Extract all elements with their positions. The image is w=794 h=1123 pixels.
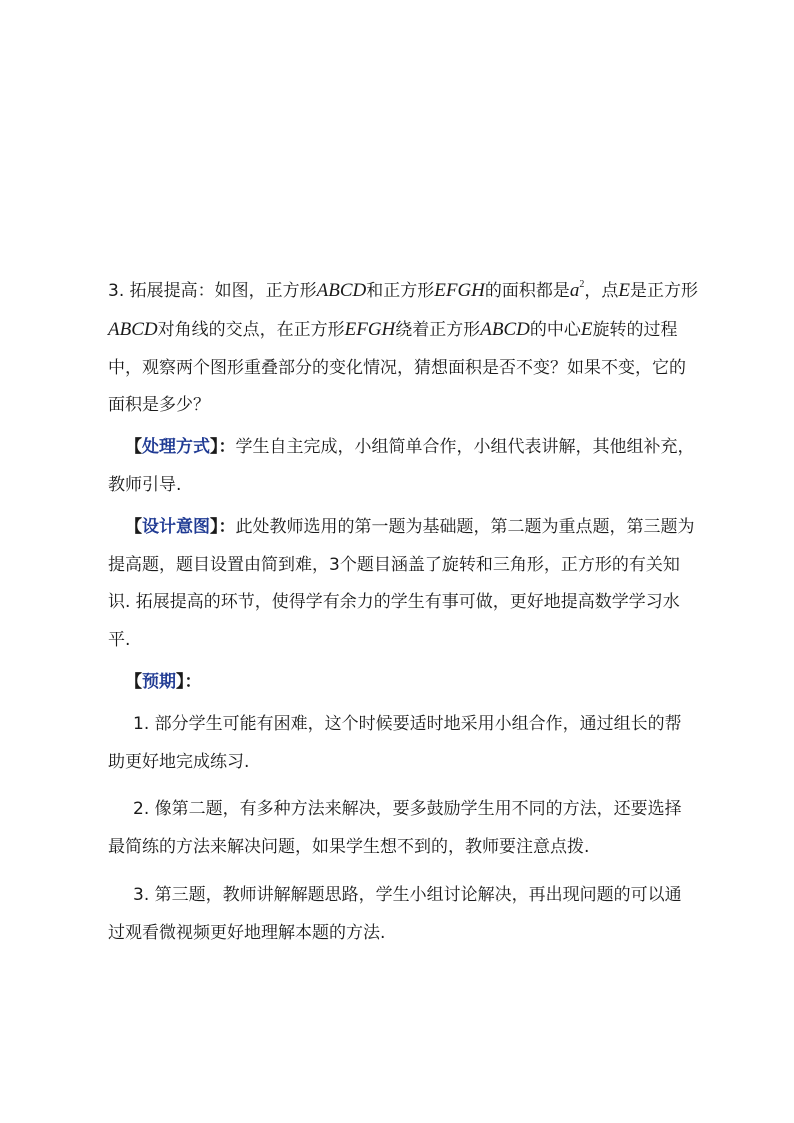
problem-prefix: 3. 拓展提高：如图，正方形 <box>108 281 317 301</box>
design-text: 此处教师选用的第一题为基础题，第二题为重点题，第三题为提高题，题目设置由简到难，3个题目涵盖了旋转和三角形，正方形的有关知识. 拓展提高的环节，使得学有余力的学生有事可做，更好地提高数学学习水平. <box>108 516 695 651</box>
math-efgh: EFGH <box>434 280 485 301</box>
expect-colon: ： <box>184 671 202 692</box>
math-efgh-2: EFGH <box>344 318 396 340</box>
design-open-bracket: 【 <box>125 516 142 537</box>
handling-text: 学生自主完成，小组简单合作，小组代表讲解，其他组补充，教师引导. <box>108 437 695 495</box>
expect-item-3: 3. 第三题，教师讲解解题思路，学生小组讨论解决，再出现问题的可以通过观看微视频更好地理解本题的方法. <box>108 884 682 943</box>
design-colon: ： <box>218 516 236 537</box>
problem-line2-c: 绕着正方形 <box>395 319 481 340</box>
expect-item-1: 1. 部分学生可能有困难，这个时候要适时地采用小组合作，通过组长的帮助更好地完成练习. <box>108 713 682 772</box>
expect-item-2: 2. 像第二题，有多种方法来解决，要多鼓励学生用不同的方法，还要选择最简练的方法来解决问题，如果学生想不到的，教师要注意点拨. <box>108 799 682 858</box>
problem-area-text: 的面积都是 <box>484 281 570 301</box>
document-body <box>108 266 698 963</box>
math-exponent: 2 <box>579 279 585 290</box>
math-a-squared <box>570 280 585 301</box>
handling-paragraph <box>108 429 698 505</box>
design-paragraph <box>108 509 698 660</box>
handling-label: 处理方式 <box>142 437 210 458</box>
math-e: E <box>618 280 630 301</box>
problem-line3-a: 的中心 <box>529 319 581 340</box>
expect-label: 预期 <box>142 671 176 692</box>
design-close-bracket: 】 <box>210 516 219 537</box>
math-e-2: E <box>580 318 593 340</box>
expect-open-bracket: 【 <box>125 671 142 692</box>
math-abcd: ABCD <box>316 280 367 301</box>
design-label: 设计意图 <box>142 516 210 537</box>
problem-point-text: ，点 <box>584 281 619 301</box>
problem-and: 和正方形 <box>366 281 435 301</box>
math-a: a <box>569 280 580 301</box>
problem-line3-b: 旋转的过程中，观察两个图形重叠部分的变化情况，猜想面积是否不变？如果不变，它的面积是多少？ <box>108 319 686 416</box>
math-abcd-2: ABCD <box>108 318 158 340</box>
handling-open-bracket: 【 <box>125 437 142 458</box>
problem-paragraph <box>108 266 698 425</box>
expect-close-bracket: 】 <box>176 671 185 692</box>
problem-line2-b: 对角线的交点，在正方形 <box>157 319 345 340</box>
handling-close-bracket: 】 <box>210 437 219 458</box>
problem-line2-a: 是正方形 <box>630 281 698 301</box>
expect-heading <box>108 664 698 702</box>
handling-colon: ： <box>218 437 236 458</box>
math-abcd-3: ABCD <box>480 318 530 340</box>
